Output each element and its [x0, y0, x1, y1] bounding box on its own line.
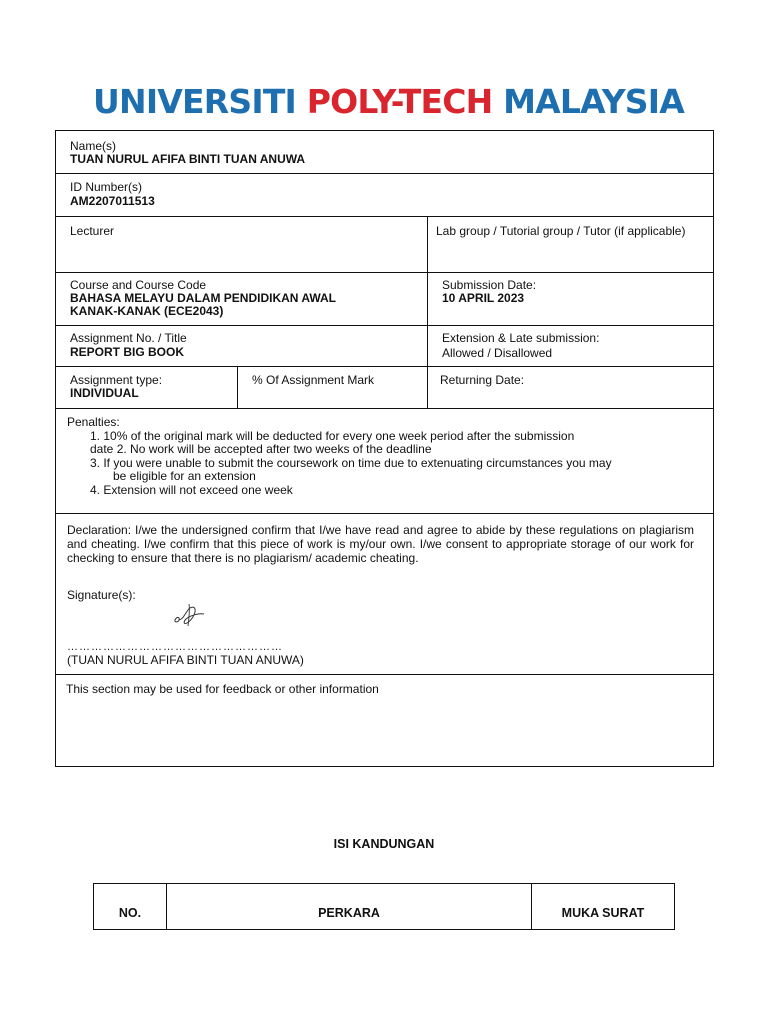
course-value-line1: BAHASA MELAYU DALAM PENDIDIKAN AWAL [70, 291, 337, 305]
assignment-type-label: Assignment type: [70, 373, 163, 387]
row-assignment-type [56, 367, 713, 409]
assignment-label: Assignment No. / Title [70, 331, 187, 345]
toc-header-no-label: NO. [118, 906, 142, 920]
declaration-text: Declaration: I/we the undersigned confirm that I/we have read and agree to abide by these regulations on plagiarism and cheating. I/we confirm that this piece of work is my/our own. I/we consent to appropriate storage of our work for checking to ensure that there is no plagiarism/ academic cheating. [67, 523, 694, 565]
extension-cell [428, 326, 714, 366]
logo-word-universiti: UNIVERSITI [93, 82, 307, 121]
assignment-mark-label: % Of Assignment Mark [252, 373, 375, 387]
course-label: Course and Course Code [70, 278, 207, 292]
toc-table [93, 883, 675, 930]
toc-title: ISI KANDUNGAN [333, 837, 435, 851]
course-value-line2: KANAK-KANAK (ECE2043) [70, 304, 224, 318]
names-value: TUAN NURUL AFIFA BINTI TUAN ANUWA [70, 152, 306, 166]
names-label: Name(s) [70, 139, 117, 153]
row-lecturer [56, 217, 713, 273]
lab-group-label: Lab group / Tutorial group / Tutor (if applicable) [436, 224, 686, 238]
assignment-type-cell [56, 367, 238, 408]
logo-word-polytech: POLY-TECH [306, 82, 493, 121]
row-names [56, 131, 713, 174]
penalty-line-3: 3. If you were unable to submit the coursework on time due to extenuating circumstances you may [90, 456, 612, 470]
row-id-number [56, 174, 713, 217]
row-declaration [56, 514, 713, 675]
signature-dotted-line: ……………………………………………… [67, 641, 283, 653]
toc-header-muka-surat [532, 884, 674, 929]
signature-label: Signature(s): [67, 588, 136, 602]
submission-cell [428, 273, 714, 325]
row-course [56, 273, 713, 326]
returning-date-label: Returning Date: [440, 373, 525, 387]
logo-word-malaysia: MALAYSIA [492, 82, 684, 121]
toc-header-muka-surat-label: MUKA SURAT [561, 906, 645, 920]
course-cell [56, 273, 428, 325]
row-assignment [56, 326, 713, 367]
id-number-value: AM2207011513 [70, 194, 155, 208]
assignment-mark-cell [238, 367, 428, 408]
handwritten-signature [171, 600, 213, 630]
lecturer-label: Lecturer [70, 224, 115, 238]
penalty-line-2: date 2. No work will be accepted after two weeks of the deadline [90, 442, 432, 456]
penalty-line-5: 4. Extension will not exceed one week [90, 483, 293, 497]
assignment-cover-form [55, 130, 714, 767]
assignment-type-value: INDIVIDUAL [70, 386, 139, 400]
extension-label: Extension & Late submission: [442, 331, 600, 345]
penalty-line-4: be eligible for an extension [113, 469, 256, 483]
lecturer-cell [56, 217, 428, 272]
assignment-cell [56, 326, 428, 366]
submission-date-label: Submission Date: [442, 278, 537, 292]
extension-value: Allowed / Disallowed [442, 346, 553, 360]
row-feedback [56, 675, 713, 767]
assignment-value: REPORT BIG BOOK [70, 345, 185, 359]
feedback-label: This section may be used for feedback or other information [66, 682, 379, 696]
submission-date-value: 10 APRIL 2023 [442, 291, 525, 305]
university-logo [93, 84, 705, 120]
lab-group-cell [428, 217, 714, 272]
penalties-label: Penalties: [67, 415, 120, 429]
toc-header-perkara [167, 884, 532, 929]
returning-date-cell [428, 367, 714, 408]
signer-name: (TUAN NURUL AFIFA BINTI TUAN ANUWA) [67, 653, 304, 667]
row-penalties [56, 409, 713, 514]
toc-header-no [94, 884, 167, 929]
penalty-line-1: 1. 10% of the original mark will be deducted for every one week period after the submission [90, 429, 575, 443]
toc-header-perkara-label: PERKARA [318, 906, 380, 920]
id-number-label: ID Number(s) [70, 180, 143, 194]
